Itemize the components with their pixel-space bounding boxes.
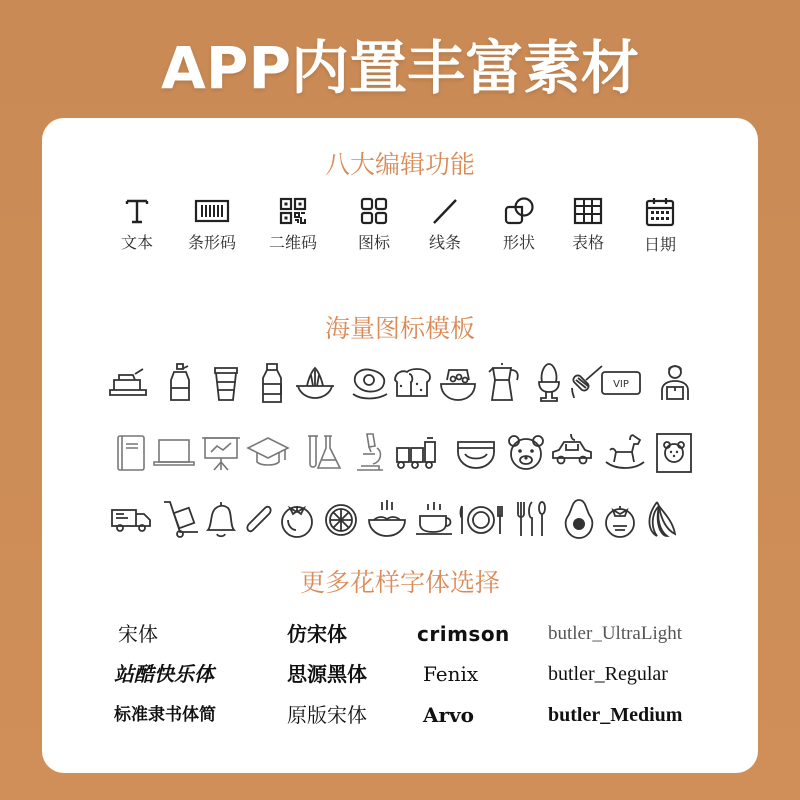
feature-label: 线条 — [428, 233, 461, 252]
font-sample-crimson[interactable]: crimson — [417, 622, 510, 646]
milk-bottle-icon[interactable] — [249, 360, 295, 406]
table-icon — [572, 196, 604, 226]
feature-line[interactable] — [405, 196, 485, 253]
section-title-icons: 海量图标模板 — [324, 314, 475, 343]
font-sample-arvo[interactable]: Arvo — [423, 703, 475, 727]
syrup-bottle-icon[interactable] — [158, 360, 204, 406]
feature-label: 文本 — [120, 233, 153, 252]
feature-label: 日期 — [643, 235, 676, 254]
icon-row-food — [42, 360, 758, 420]
test-tubes-icon[interactable] — [298, 430, 344, 476]
section-title-fonts: 更多花样字体选择 — [299, 568, 500, 597]
text-icon — [122, 196, 152, 226]
feature-label: 条形码 — [187, 233, 236, 252]
font-sample-siyuan[interactable]: 思源黑体 — [287, 662, 367, 686]
feature-shape[interactable] — [479, 196, 559, 253]
feature-label: 图标 — [357, 233, 390, 252]
feature-table[interactable] — [548, 196, 628, 253]
dinner-plate-icon[interactable] — [458, 496, 504, 542]
font-sample-zcool[interactable]: 站酷快乐体 — [114, 662, 214, 686]
banana-icon[interactable] — [637, 496, 683, 542]
feature-label: 形状 — [502, 233, 535, 252]
graduation-cap-icon[interactable] — [245, 430, 291, 476]
moka-pot-icon[interactable] — [479, 360, 525, 406]
bread-icon[interactable] — [389, 360, 435, 406]
icon-row-education — [42, 430, 758, 490]
avocado-icon[interactable] — [556, 496, 602, 542]
feature-icon[interactable] — [334, 196, 414, 253]
feature-text[interactable] — [97, 196, 177, 253]
materials-card — [42, 118, 758, 773]
fried-egg-icon[interactable] — [347, 360, 393, 406]
coffee-cup-icon[interactable] — [203, 360, 249, 406]
vip-card-text: VIP — [613, 379, 629, 390]
font-sample-butler-regular[interactable]: butler_Regular — [548, 663, 668, 685]
icon-row-misc — [42, 496, 758, 556]
tomato-icon[interactable] — [274, 496, 320, 542]
barcode-icon — [194, 196, 230, 226]
bear-book-icon[interactable] — [651, 430, 697, 476]
toy-car-icon[interactable] — [549, 430, 595, 476]
feature-qrcode[interactable] — [253, 196, 333, 253]
font-sample-yuanban[interactable]: 原版宋体 — [287, 703, 367, 727]
toy-train-icon[interactable] — [393, 430, 439, 476]
cereal-bowl-icon[interactable] — [435, 360, 481, 406]
shape-icon — [503, 196, 535, 226]
feature-date[interactable] — [620, 196, 700, 255]
font-sample-lishu[interactable]: 标准隶书体简 — [114, 705, 216, 725]
laptop-icon[interactable] — [151, 430, 197, 476]
grid-icon — [359, 196, 389, 226]
butter-dish-icon[interactable] — [105, 360, 151, 406]
cutlery-icon[interactable] — [510, 496, 556, 542]
rocking-horse-icon[interactable] — [602, 430, 648, 476]
font-sample-fenix[interactable]: Fenix — [423, 662, 479, 686]
vip-card-icon[interactable] — [598, 360, 644, 406]
font-sample-butler-medium[interactable]: butler_Medium — [548, 704, 683, 726]
teddy-bear-icon[interactable] — [503, 430, 549, 476]
feature-label: 二维码 — [268, 233, 317, 252]
citrus-slice-icon[interactable] — [318, 496, 364, 542]
delivery-truck-icon[interactable] — [108, 496, 154, 542]
steaming-bowl-icon[interactable] — [364, 496, 410, 542]
headline: APP内置丰富素材 — [161, 34, 639, 102]
projector-screen-icon[interactable] — [198, 430, 244, 476]
section-title-edit: 八大编辑功能 — [324, 150, 475, 179]
notebook-icon[interactable] — [108, 430, 154, 476]
font-sample-songti[interactable]: 宋体 — [118, 622, 158, 646]
feature-barcode[interactable] — [172, 196, 252, 253]
juicer-icon[interactable] — [292, 360, 338, 406]
qrcode-icon — [278, 196, 308, 226]
diaper-icon[interactable] — [453, 430, 499, 476]
font-sample-butler-ultralight[interactable]: butler_UltraLight — [548, 623, 683, 644]
tea-cup-icon[interactable] — [412, 496, 458, 542]
microscope-icon[interactable] — [347, 430, 393, 476]
calendar-icon — [644, 196, 676, 228]
feature-label: 表格 — [571, 233, 604, 252]
delivery-person-icon[interactable] — [652, 360, 698, 406]
font-sample-fangsong[interactable]: 仿宋体 — [287, 622, 347, 646]
line-icon — [430, 196, 460, 226]
